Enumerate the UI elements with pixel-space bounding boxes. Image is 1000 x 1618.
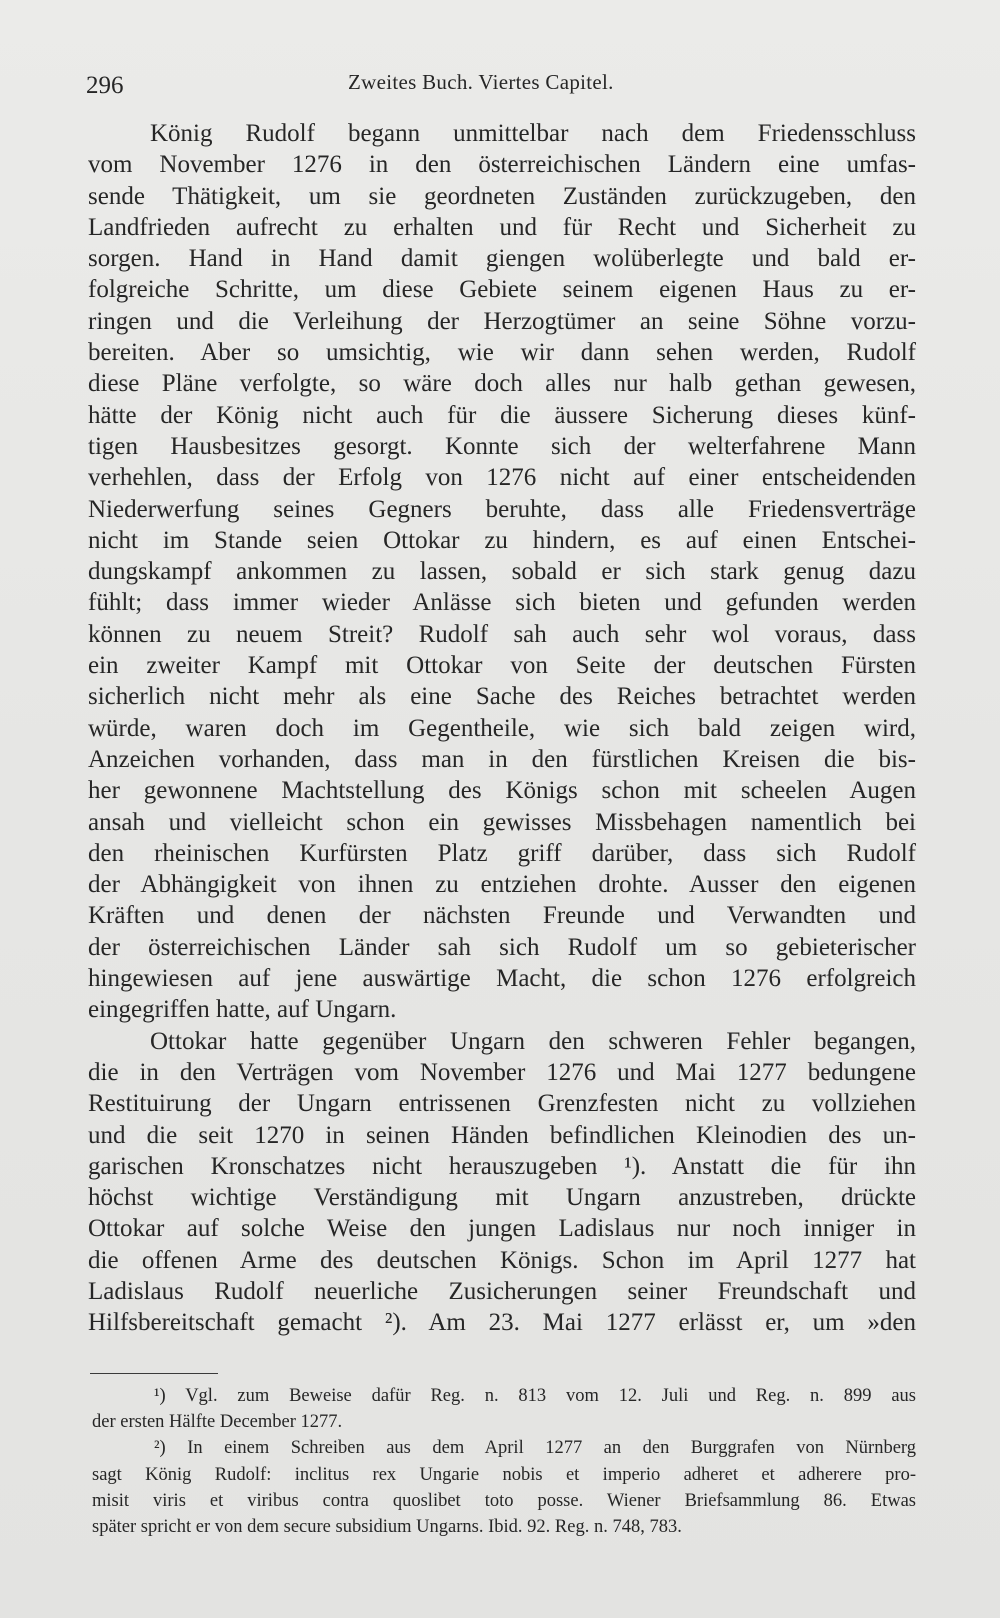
- text-line: dungskampf ankommen zu lassen, sobald er sich stark genug dazu: [88, 558, 916, 586]
- text-line: sorgen. Hand in Hand damit giengen wolüberlegte und bald er-: [88, 245, 916, 273]
- text-line: folgreiche Schritte, um diese Gebiete seinem eigenen Haus zu er-: [88, 276, 916, 304]
- text-line: höchst wichtige Verständigung mit Ungarn anzustreben, drückte: [88, 1184, 916, 1212]
- text-line: sende Thätigkeit, um sie geordneten Zuständen zurückzugeben, den: [88, 182, 916, 210]
- text-line: können zu neuem Streit? Rudolf sah auch sehr wol voraus, dass: [88, 620, 916, 648]
- body-text: [88, 118, 916, 1339]
- text-line: ringen und die Verleihung der Herzogtümer an seine Söhne vorzu-: [88, 307, 916, 335]
- footnote-separator: [90, 1373, 218, 1374]
- text-line: Hilfsbereitschaft gemacht ²). Am 23. Mai 1277 erlässt er, um »den: [88, 1309, 916, 1337]
- text-line: bereiten. Aber so umsichtig, wie wir dann sehen werden, Rudolf: [88, 339, 916, 367]
- paragraph-2: [88, 1026, 916, 1339]
- text-line: vom November 1276 in den österreichischen Ländern eine umfas-: [88, 151, 916, 179]
- text-line: eingegriffen hatte, auf Ungarn.: [88, 996, 397, 1024]
- text-line: Landfrieden aufrecht zu erhalten und für Recht und Sicherheit zu: [88, 213, 916, 241]
- text-line: her gewonnene Machtstellung des Königs schon mit scheelen Augen: [88, 777, 916, 805]
- text-line: Kräften und denen der nächsten Freunde und Verwandten und: [88, 902, 916, 930]
- footnote-line: ¹) Vgl. zum Beweise dafür Reg. n. 813 vom 12. Juli und Reg. n. 899 aus: [154, 1386, 916, 1406]
- footnotes: [92, 1383, 916, 1540]
- text-line: Niederwerfung seines Gegners beruhte, dass alle Friedensverträge: [88, 495, 916, 523]
- text-line: König Rudolf begann unmittelbar nach dem Friedensschluss: [150, 120, 916, 147]
- text-line: ansah und vielleicht schon ein gewisses Missbehagen namentlich bei: [88, 808, 916, 836]
- footnote-2: [92, 1435, 916, 1540]
- text-line: Ladislaus Rudolf neuerliche Zusicherungen seiner Freundschaft und: [88, 1277, 916, 1305]
- text-line: ein zweiter Kampf mit Ottokar von Seite der deutschen Fürsten: [88, 652, 916, 680]
- text-line: die offenen Arme des deutschen Königs. Schon im April 1277 hat: [88, 1246, 916, 1274]
- text-line: diese Pläne verfolgte, so wäre doch alles nur halb gethan gewesen,: [88, 370, 916, 398]
- text-line: der Abhängigkeit von ihnen zu entziehen drohte. Ausser den eigenen: [88, 871, 916, 899]
- text-line: tigen Hausbesitzes gesorgt. Konnte sich der welterfahrene Mann: [88, 432, 916, 460]
- footnote-line: der ersten Hälfte December 1277.: [92, 1412, 343, 1433]
- footnote-line: sagt König Rudolf: inclitus rex Ungarie nobis et imperio adheret et adherere pro-: [92, 1464, 916, 1485]
- text-line: Ottokar auf solche Weise den jungen Ladislaus nur noch inniger in: [88, 1215, 916, 1243]
- text-line: und die seit 1270 in seinen Händen befindlichen Kleinodien des un-: [88, 1121, 916, 1149]
- text-line: hätte der König nicht auch für die äussere Sicherung dieses künf-: [88, 401, 916, 429]
- text-line: Ottokar hatte gegenüber Ungarn den schweren Fehler begangen,: [150, 1027, 916, 1055]
- text-line: Restituirung der Ungarn entrissenen Grenzfesten nicht zu vollziehen: [88, 1090, 916, 1118]
- text-line: hingewiesen auf jene auswärtige Macht, die schon 1276 erfolgreich: [88, 965, 916, 993]
- text-line: Anzeichen vorhanden, dass man in den fürstlichen Kreisen die bis-: [88, 745, 916, 773]
- text-line: den rheinischen Kurfürsten Platz griff darüber, dass sich Rudolf: [88, 839, 916, 867]
- text-line: der österreichischen Länder sah sich Rudolf um so gebieterischer: [88, 933, 916, 961]
- text-line: die in den Verträgen vom November 1276 und Mai 1277 bedungene: [88, 1058, 916, 1086]
- paragraph-1: [88, 118, 916, 1026]
- footnote-line: später spricht er von dem secure subsidium Ungarns. Ibid. 92. Reg. n. 748, 783.: [92, 1516, 682, 1537]
- running-head: Zweites Buch. Viertes Capitel.: [348, 70, 614, 94]
- footnote-line: misit viris et viribus contra quoslibet toto posse. Wiener Briefsammlung 86. Etwas: [92, 1490, 916, 1511]
- text-line: garischen Kronschatzes nicht herauszugeben ¹). Anstatt die für ihn: [88, 1152, 916, 1180]
- text-line: sicherlich nicht mehr als eine Sache des Reiches betrachtet werden: [88, 683, 916, 711]
- footnote-1: [92, 1383, 916, 1435]
- text-line: nicht im Stande seien Ottokar zu hindern, es auf einen Entschei-: [88, 526, 916, 554]
- text-line: fühlt; dass immer wieder Anlässe sich bieten und gefunden werden: [88, 589, 916, 617]
- text-line: würde, waren doch im Gegentheile, wie sich bald zeigen wird,: [88, 714, 916, 742]
- footnote-line: ²) In einem Schreiben aus dem April 1277 an den Burggrafen von Nürnberg: [154, 1438, 916, 1459]
- text-line: verhehlen, dass der Erfolg von 1276 nicht auf einer entscheidenden: [88, 464, 916, 492]
- page-number: 296: [86, 72, 124, 99]
